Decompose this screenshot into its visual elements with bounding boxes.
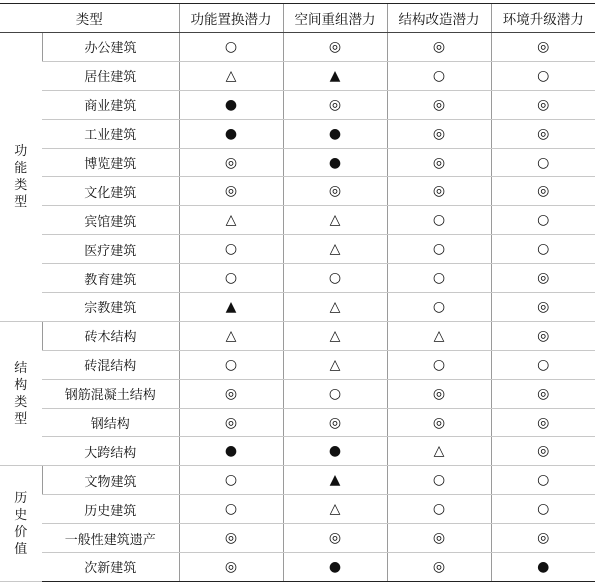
rating-cell [491,437,595,466]
category-cell [0,33,42,322]
row-label: 次新建筑 [42,553,179,582]
row-label: 文化建筑 [42,177,179,206]
double-circle-symbol: ◎ [432,385,446,402]
double-circle-symbol: ◎ [537,298,550,315]
rating-cell [387,235,491,264]
category-char: 型 [14,194,28,210]
double-circle-symbol: ◎ [537,96,550,113]
rating-cell [387,264,491,293]
rating-cell [283,408,387,437]
rating-cell [491,321,595,350]
circle-symbol: ○ [432,298,446,315]
triangle-symbol: △ [225,67,237,84]
rating-cell [491,553,595,582]
circle-symbol: ○ [537,241,550,258]
triangle-symbol: △ [225,212,237,229]
filled-circle-symbol: ● [328,125,342,142]
circle-symbol: ○ [537,212,550,229]
filled-triangle-symbol: ▲ [329,67,341,84]
triangle-symbol: △ [329,241,341,258]
rating-cell [179,90,283,119]
double-circle-symbol: ◎ [224,530,238,547]
circle-symbol: ○ [224,472,238,489]
double-circle-symbol: ◎ [432,530,446,547]
double-circle-symbol: ◎ [537,443,550,460]
rating-cell [491,293,595,322]
filled-circle-symbol: ● [224,125,238,142]
category-char: 功 [14,143,28,159]
table-row [0,437,595,466]
rating-cell [491,408,595,437]
circle-symbol: ○ [224,38,238,55]
circle-symbol: ○ [432,270,446,287]
header-function-potential: 功能置换潜力 [179,4,283,33]
circle-symbol: ○ [224,501,238,518]
table-row [0,33,595,62]
row-label: 居住建筑 [42,61,179,90]
rating-cell [283,553,387,582]
rating-cell [179,148,283,177]
circle-symbol: ○ [432,356,446,373]
table-row [0,148,595,177]
rating-cell [179,350,283,379]
filled-circle-symbol: ● [224,443,238,460]
table-row [0,553,595,582]
rating-cell [387,408,491,437]
rating-cell [387,61,491,90]
table-row [0,350,595,379]
double-circle-symbol: ◎ [537,270,550,287]
double-circle-symbol: ◎ [328,414,342,431]
rating-cell [491,379,595,408]
rating-cell [387,495,491,524]
rating-cell [179,177,283,206]
rating-cell [283,90,387,119]
circle-symbol: ○ [537,472,550,489]
double-circle-symbol: ◎ [537,327,550,344]
row-label: 钢结构 [42,408,179,437]
circle-symbol: ○ [224,356,238,373]
table-row [0,408,595,437]
rating-cell [283,177,387,206]
double-circle-symbol: ◎ [537,530,550,547]
double-circle-symbol: ◎ [328,183,342,200]
table-row [0,235,595,264]
rating-cell [283,350,387,379]
category-char: 值 [14,541,28,557]
filled-circle-symbol: ● [537,558,550,575]
rating-cell [283,206,387,235]
category-char: 历 [14,490,28,506]
row-label: 工业建筑 [42,119,179,148]
double-circle-symbol: ◎ [432,96,446,113]
category-char: 构 [14,377,28,393]
header-row [0,4,595,33]
double-circle-symbol: ◎ [537,125,550,142]
rating-cell [387,119,491,148]
rating-cell [179,206,283,235]
rating-cell [491,264,595,293]
rating-cell [179,466,283,495]
table-row [0,321,595,350]
table-body [0,33,595,582]
category-char: 类 [14,394,28,410]
row-label: 医疗建筑 [42,235,179,264]
rating-cell [283,437,387,466]
category-cell [0,321,42,465]
rating-cell [491,235,595,264]
rating-cell [179,264,283,293]
rating-cell [179,33,283,62]
rating-cell [387,90,491,119]
rating-cell [387,553,491,582]
filled-triangle-symbol: ▲ [225,298,237,315]
header-structure-potential: 结构改造潜力 [387,4,491,33]
rating-cell [387,148,491,177]
rating-cell [491,350,595,379]
double-circle-symbol: ◎ [224,414,238,431]
rating-cell [387,437,491,466]
row-label: 大跨结构 [42,437,179,466]
filled-circle-symbol: ● [328,443,342,460]
category-char: 能 [14,160,28,176]
rating-cell [179,379,283,408]
rating-cell [387,379,491,408]
rating-cell [283,119,387,148]
row-label: 一般性建筑遗产 [42,524,179,553]
double-circle-symbol: ◎ [537,385,550,402]
rating-cell [491,524,595,553]
circle-symbol: ○ [432,472,446,489]
rating-cell [283,524,387,553]
double-circle-symbol: ◎ [224,183,238,200]
rating-cell [283,61,387,90]
row-label: 文物建筑 [42,466,179,495]
table-row [0,90,595,119]
row-label: 历史建筑 [42,495,179,524]
circle-symbol: ○ [537,154,550,171]
rating-cell [283,148,387,177]
table-row [0,495,595,524]
row-label: 砖木结构 [42,321,179,350]
rating-cell [179,524,283,553]
double-circle-symbol: ◎ [537,38,550,55]
rating-cell [179,495,283,524]
rating-cell [491,206,595,235]
row-label: 宗教建筑 [42,293,179,322]
rating-cell [283,264,387,293]
header-space-potential: 空间重组潜力 [283,4,387,33]
table-row [0,119,595,148]
double-circle-symbol: ◎ [537,414,550,431]
row-label: 办公建筑 [42,33,179,62]
filled-circle-symbol: ● [224,96,238,113]
rating-cell [283,293,387,322]
table-row [0,177,595,206]
row-label: 宾馆建筑 [42,206,179,235]
rating-cell [387,177,491,206]
double-circle-symbol: ◎ [224,558,238,575]
table-row [0,61,595,90]
rating-cell [179,119,283,148]
triangle-symbol: △ [433,327,445,344]
filled-circle-symbol: ● [328,154,342,171]
table-row [0,379,595,408]
rating-cell [283,466,387,495]
rating-cell [491,90,595,119]
rating-cell [387,206,491,235]
double-circle-symbol: ◎ [432,125,446,142]
rating-cell [491,119,595,148]
rating-cell [491,33,595,62]
rating-cell [283,379,387,408]
circle-symbol: ○ [537,501,550,518]
triangle-symbol: △ [329,356,341,373]
rating-cell [491,177,595,206]
rating-cell [491,466,595,495]
rating-cell [179,235,283,264]
category-char: 史 [14,507,28,523]
table-row [0,524,595,553]
double-circle-symbol: ◎ [328,96,342,113]
circle-symbol: ○ [224,270,238,287]
rating-cell [387,524,491,553]
double-circle-symbol: ◎ [224,385,238,402]
triangle-symbol: △ [329,327,341,344]
category-char: 结 [14,360,28,376]
double-circle-symbol: ◎ [328,530,342,547]
double-circle-symbol: ◎ [432,38,446,55]
double-circle-symbol: ◎ [328,38,342,55]
triangle-symbol: △ [329,212,341,229]
row-label: 教育建筑 [42,264,179,293]
circle-symbol: ○ [432,241,446,258]
rating-cell [283,235,387,264]
circle-symbol: ○ [537,356,550,373]
rating-cell [179,408,283,437]
double-circle-symbol: ◎ [432,154,446,171]
table-row [0,466,595,495]
triangle-symbol: △ [329,298,341,315]
header-environment-potential: 环境升级潜力 [491,4,595,33]
filled-circle-symbol: ● [328,558,342,575]
circle-symbol: ○ [224,241,238,258]
rating-cell [491,495,595,524]
rating-cell [179,553,283,582]
circle-symbol: ○ [432,67,446,84]
header-type: 类型 [0,4,179,33]
rating-cell [491,148,595,177]
rating-cell [387,321,491,350]
triangle-symbol: △ [225,327,237,344]
double-circle-symbol: ◎ [432,183,446,200]
circle-symbol: ○ [328,270,342,287]
potential-table [0,3,595,582]
row-label: 博览建筑 [42,148,179,177]
circle-symbol: ○ [432,501,446,518]
rating-cell [491,61,595,90]
table-row [0,293,595,322]
rating-cell [179,321,283,350]
rating-cell [283,495,387,524]
row-label: 钢筋混凝土结构 [42,379,179,408]
rating-cell [387,466,491,495]
category-char: 价 [14,524,28,540]
rating-cell [283,33,387,62]
rating-cell [387,350,491,379]
filled-triangle-symbol: ▲ [329,472,341,489]
table-row [0,264,595,293]
rating-cell [179,437,283,466]
circle-symbol: ○ [537,67,550,84]
row-label: 砖混结构 [42,350,179,379]
double-circle-symbol: ◎ [432,558,446,575]
circle-symbol: ○ [432,212,446,229]
triangle-symbol: △ [433,443,445,460]
rating-cell [387,33,491,62]
rating-cell [179,293,283,322]
category-char: 类 [14,177,28,193]
rating-cell [283,321,387,350]
double-circle-symbol: ◎ [224,154,238,171]
double-circle-symbol: ◎ [537,183,550,200]
circle-symbol: ○ [328,385,342,402]
table-row [0,206,595,235]
rating-cell [387,293,491,322]
category-char: 型 [14,411,28,427]
triangle-symbol: △ [329,501,341,518]
double-circle-symbol: ◎ [432,414,446,431]
category-cell [0,466,42,582]
row-label: 商业建筑 [42,90,179,119]
rating-cell [179,61,283,90]
